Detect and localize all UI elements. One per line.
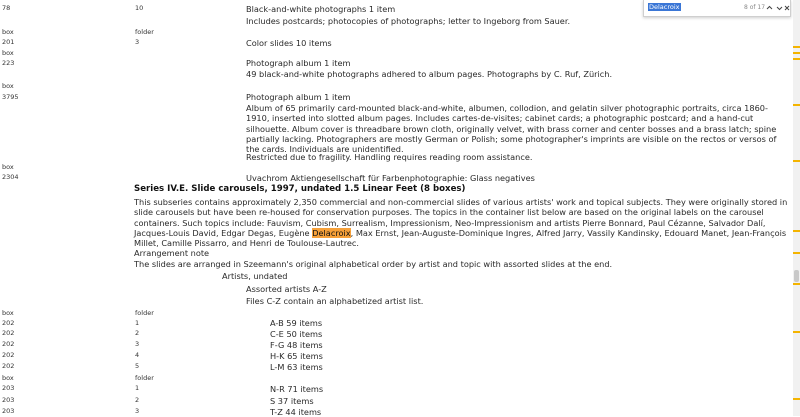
scroll-thumb[interactable]	[794, 270, 799, 282]
box-number: 2304	[2, 173, 19, 181]
box-number: 201	[2, 38, 15, 46]
find-marker	[793, 46, 800, 48]
box-label: box	[2, 28, 14, 36]
item-title: Black-and-white photographs 1 item	[246, 4, 396, 14]
folder-number: 3	[135, 340, 140, 348]
item-range: L-M 63 items	[270, 362, 323, 372]
box-label: box	[2, 163, 14, 171]
find-next-button[interactable]	[775, 3, 784, 13]
item-title: Photograph album 1 item	[246, 92, 351, 102]
folder-number: 2	[135, 329, 140, 337]
folder-label: folder	[135, 374, 154, 382]
item-range: T-Z 44 items	[270, 407, 322, 417]
find-marker	[793, 58, 800, 60]
item-range: S 37 items	[270, 396, 314, 406]
find-match-highlight: Delacroix	[312, 227, 351, 238]
find-bar	[643, 0, 791, 17]
scope-note: This subseries contains approximately 2,350 commercial and non-commercial slides of various artists' work and topical subjects. They were originally stored in slide carousels but have been re-housed for conservation purposes. The topics in the container list below are based on the original labels on the carousel containers. Such topics include: Fauvism, Cubism, Surrealism, Impressionism, Neo-Impressionism and artists Pierre Bonnard, Paul Cézanne, Salvador Dalí, Jacques-Louis David, Edgar Degas, Eugène Delacroix, Max Ernst, Jean-Auguste-Dominique Ingres, Alfred Jarry, Vassily Kandinsky, Edouard Manet, Jean-François Millet, Camille Pissarro, and Henri de Toulouse-Lautrec.	[134, 197, 788, 249]
arrangement-text: The slides are arranged in Szeemann's original alphabetical order by artist and topic with assorted slides at the end.	[134, 259, 613, 269]
item-note: 49 black-and-white photographs adhered to album pages. Photographs by C. Ruf, Zürich.	[246, 69, 613, 79]
box-number: 78	[2, 4, 11, 12]
item-range: A-B 59 items	[270, 318, 323, 328]
restriction-note: Restricted due to fragility. Handling requires reading room assistance.	[246, 152, 533, 162]
folder-number: 5	[135, 362, 140, 370]
find-match-count: 8 of 17	[744, 4, 766, 11]
close-icon	[784, 3, 790, 13]
arrangement-label: Arrangement note	[134, 248, 210, 258]
box-number: 202	[2, 319, 15, 327]
find-marker	[793, 104, 800, 106]
item-note: Files C-Z contain an alphabetized artist list.	[246, 296, 424, 306]
find-marker	[793, 283, 800, 285]
find-marker	[793, 230, 800, 232]
item-title: Photograph album 1 item	[246, 58, 351, 68]
box-number: 203	[2, 396, 15, 404]
folder-number: 4	[135, 351, 140, 359]
box-number: 202	[2, 340, 15, 348]
box-number: 202	[2, 329, 15, 337]
find-input[interactable]: Delacroix	[649, 3, 680, 11]
subseries-title: Artists, undated	[222, 271, 288, 281]
box-label: box	[2, 82, 14, 90]
vertical-scrollbar[interactable]	[793, 0, 800, 416]
folder-number: 1	[135, 384, 140, 392]
find-close-button[interactable]	[784, 3, 790, 13]
folder-number: 3	[135, 407, 140, 415]
item-range: N-R 71 items	[270, 384, 324, 394]
box-number: 202	[2, 362, 15, 370]
item-range: C-E 50 items	[270, 329, 323, 339]
box-label: box	[2, 374, 14, 382]
box-label: box	[2, 309, 14, 317]
item-range: F-G 48 items	[270, 340, 323, 350]
box-number: 223	[2, 59, 15, 67]
find-previous-button[interactable]	[765, 3, 774, 13]
find-marker	[793, 331, 800, 333]
chevron-up-icon	[766, 3, 773, 13]
find-marker	[793, 252, 800, 254]
folder-label: folder	[135, 309, 154, 317]
folder-number: 10	[135, 4, 144, 12]
item-title: Uvachrom Aktiengesellschaft für Farbenphotographie: Glass negatives	[246, 173, 535, 183]
series-heading: Series IV.E. Slide carousels, 1997, undated 1.5 Linear Feet (8 boxes)	[134, 184, 466, 194]
box-number: 3795	[2, 93, 19, 101]
item-note: Includes postcards; photocopies of photographs; letter to Ingeborg from Sauer.	[246, 16, 571, 26]
folder-number: 2	[135, 396, 140, 404]
item-note: Album of 65 primarily card-mounted black-and-white, albumen, collodion, and gelatin silver photographic portraits, circa 1860-1910, inserted into slotted album pages. Includes cartes-de-visites; cabinet cards; a photographic postcard; and a hand-cut silhouette. Album cover is threadbare brown cloth, originally velvet, with brass corner and center bosses and a brass latch; spine partially lacking. Photographers are mostly German or Polish; some photographer's imprints are visible on the rectos or versos of the cards. Individuals are unidentified.	[246, 103, 777, 155]
box-number: 203	[2, 384, 15, 392]
box-number: 202	[2, 351, 15, 359]
item-title: Color slides 10 items	[246, 38, 332, 48]
box-label: box	[2, 49, 14, 57]
folder-number: 1	[135, 319, 140, 327]
folder-number: 3	[135, 38, 140, 46]
find-marker	[793, 398, 800, 400]
chevron-down-icon	[776, 3, 783, 13]
item-title: Assorted artists A-Z	[246, 284, 327, 294]
folder-label: folder	[135, 28, 154, 36]
item-range: H-K 65 items	[270, 351, 323, 361]
find-marker	[793, 160, 800, 162]
find-marker	[793, 52, 800, 54]
box-number: 203	[2, 407, 15, 415]
